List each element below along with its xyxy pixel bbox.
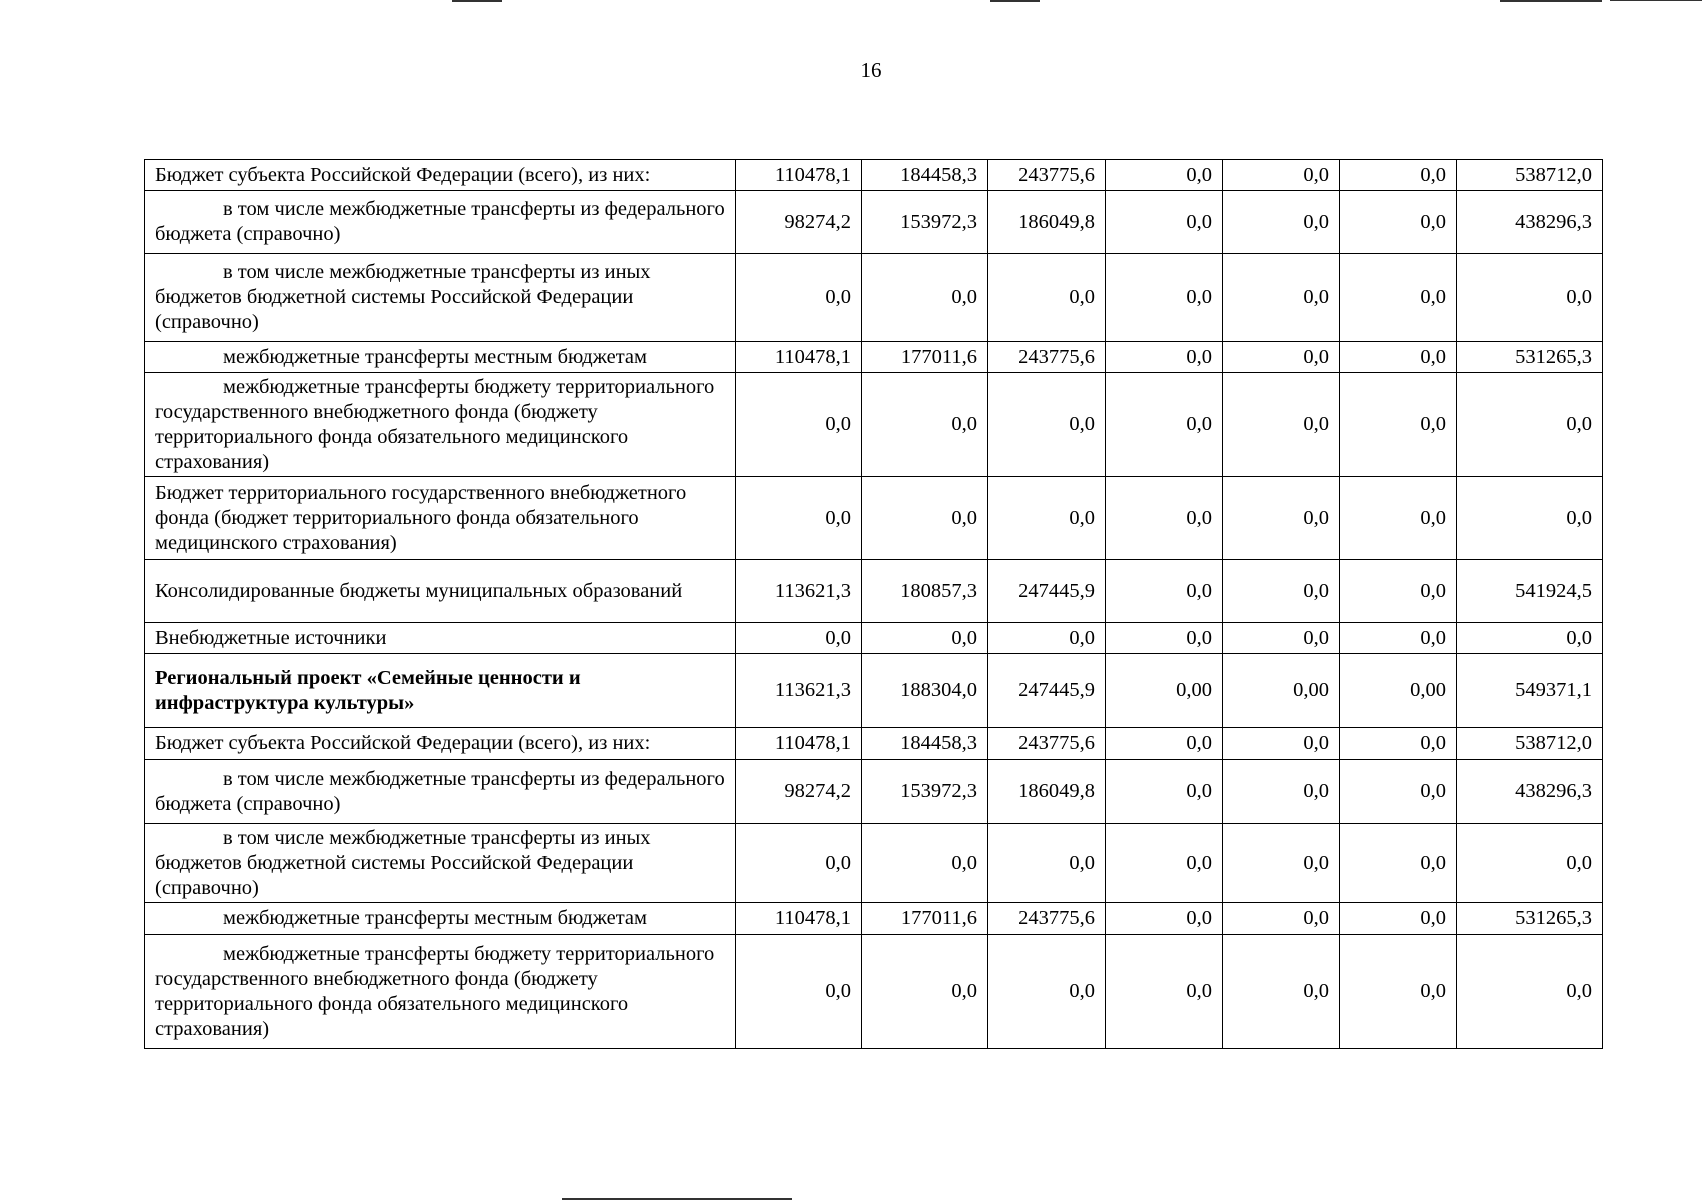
row-value: 0,0 <box>1223 477 1340 560</box>
row-value: 0,0 <box>1340 824 1457 903</box>
row-value: 541924,5 <box>1457 560 1603 623</box>
row-value: 0,0 <box>862 623 988 654</box>
row-value: 0,0 <box>1340 760 1457 824</box>
row-value: 0,0 <box>1106 373 1223 477</box>
table-row <box>145 477 1603 560</box>
row-value: 0,0 <box>1223 824 1340 903</box>
row-value: 0,0 <box>1106 824 1223 903</box>
row-value: 177011,6 <box>862 903 988 935</box>
row-value: 0,0 <box>1340 160 1457 191</box>
row-value: 0,0 <box>1223 160 1340 191</box>
row-value: 0,0 <box>988 477 1106 560</box>
row-value: 0,0 <box>736 623 862 654</box>
row-label: межбюджетные трансферты местным бюджетам <box>223 345 648 368</box>
row-label: в том числе межбюджетные трансферты из иных бюджетов бюджетной системы Российской Федерации (справочно) <box>155 261 651 333</box>
row-value: 0,0 <box>1340 903 1457 935</box>
row-value: 0,0 <box>988 824 1106 903</box>
scan-mark <box>1500 0 1602 2</box>
row-value: 0,0 <box>1106 935 1223 1049</box>
row-value: 0,0 <box>1106 254 1223 342</box>
table-row <box>145 373 1603 477</box>
row-value: 0,0 <box>1340 373 1457 477</box>
row-value: 113621,3 <box>736 560 862 623</box>
row-label: Региональный проект «Семейные ценности и инфраструктура культуры» <box>145 654 736 728</box>
row-value: 0,0 <box>1340 560 1457 623</box>
row-label: межбюджетные трансферты местным бюджетам <box>223 907 648 929</box>
row-value: 0,00 <box>1106 654 1223 728</box>
row-value: 110478,1 <box>736 160 862 191</box>
row-label: межбюджетные трансферты бюджету территориального государственного внебюджетного фонда (бюджету территориального фонда обязательного медицинского страхования) <box>155 942 715 1040</box>
row-value: 0,0 <box>1223 728 1340 760</box>
row-value: 0,0 <box>1223 342 1340 373</box>
table-row <box>145 760 1603 824</box>
row-value: 177011,6 <box>862 342 988 373</box>
row-value: 243775,6 <box>988 728 1106 760</box>
row-value: 438296,3 <box>1457 760 1603 824</box>
row-value: 0,0 <box>1340 342 1457 373</box>
page-number: 16 <box>860 58 882 82</box>
row-value: 0,0 <box>736 824 862 903</box>
table-row <box>145 254 1603 342</box>
table-row <box>145 160 1603 191</box>
row-value: 0,0 <box>862 935 988 1049</box>
row-value: 438296,3 <box>1457 191 1603 254</box>
row-value: 531265,3 <box>1457 342 1603 373</box>
budget-table <box>144 159 1603 1049</box>
row-value: 538712,0 <box>1457 728 1603 760</box>
row-value: 0,0 <box>736 254 862 342</box>
row-value: 0,0 <box>1106 728 1223 760</box>
table-row <box>145 342 1603 373</box>
row-value: 0,0 <box>1223 254 1340 342</box>
row-label: Бюджет территориального государственного внебюджетного фонда (бюджет территориального фонда обязательного медицинского страхования) <box>145 477 736 560</box>
row-value: 0,0 <box>1223 903 1340 935</box>
row-value: 0,0 <box>1340 191 1457 254</box>
row-value: 0,0 <box>1106 160 1223 191</box>
row-value: 180857,3 <box>862 560 988 623</box>
row-value: 0,0 <box>1340 935 1457 1049</box>
row-value: 0,0 <box>1457 824 1603 903</box>
table-row <box>145 623 1603 654</box>
row-value: 110478,1 <box>736 728 862 760</box>
row-value: 0,0 <box>1106 760 1223 824</box>
row-value: 0,0 <box>1223 760 1340 824</box>
row-value: 0,0 <box>736 477 862 560</box>
row-value: 184458,3 <box>862 160 988 191</box>
table-row <box>145 191 1603 254</box>
row-value: 98274,2 <box>736 760 862 824</box>
row-value: 243775,6 <box>988 903 1106 935</box>
row-value: 186049,8 <box>988 760 1106 824</box>
row-label: в том числе межбюджетные трансферты из федерального бюджета (справочно) <box>155 198 725 245</box>
row-value: 153972,3 <box>862 760 988 824</box>
row-value: 0,0 <box>1106 560 1223 623</box>
scan-mark <box>452 0 502 2</box>
row-value: 247445,9 <box>988 560 1106 623</box>
row-value: 0,0 <box>1223 560 1340 623</box>
row-value: 153972,3 <box>862 191 988 254</box>
row-label: Консолидированные бюджеты муниципальных образований <box>145 560 736 623</box>
row-value: 0,0 <box>1223 935 1340 1049</box>
row-value: 0,0 <box>736 935 862 1049</box>
row-value: 0,0 <box>1106 623 1223 654</box>
row-label: Внебюджетные источники <box>145 623 736 654</box>
row-value: 243775,6 <box>988 160 1106 191</box>
table-row <box>145 903 1603 935</box>
row-value: 0,0 <box>1223 191 1340 254</box>
row-value: 0,0 <box>736 373 862 477</box>
row-value: 0,0 <box>1106 903 1223 935</box>
row-label: Бюджет субъекта Российской Федерации (всего), из них: <box>145 728 736 760</box>
row-value: 0,00 <box>1340 654 1457 728</box>
row-value: 110478,1 <box>736 903 862 935</box>
row-value: 0,0 <box>1223 623 1340 654</box>
row-value: 247445,9 <box>988 654 1106 728</box>
scan-mark <box>990 0 1040 2</box>
row-value: 0,0 <box>1223 373 1340 477</box>
row-value: 0,0 <box>988 254 1106 342</box>
table-row <box>145 824 1603 903</box>
row-value: 0,0 <box>988 935 1106 1049</box>
row-value: 0,0 <box>1340 477 1457 560</box>
table-row <box>145 728 1603 760</box>
row-value: 0,0 <box>1340 254 1457 342</box>
table-row <box>145 654 1603 728</box>
row-label: Бюджет субъекта Российской Федерации (всего), из них: <box>145 160 736 191</box>
row-value: 0,00 <box>1223 654 1340 728</box>
row-value: 0,0 <box>1340 623 1457 654</box>
row-label: в том числе межбюджетные трансферты из иных бюджетов бюджетной системы Российской Федерации (справочно) <box>155 826 651 899</box>
row-value: 0,0 <box>862 824 988 903</box>
row-value: 0,0 <box>862 373 988 477</box>
row-value: 188304,0 <box>862 654 988 728</box>
row-value: 184458,3 <box>862 728 988 760</box>
row-value: 98274,2 <box>736 191 862 254</box>
row-value: 549371,1 <box>1457 654 1603 728</box>
row-value: 0,0 <box>862 477 988 560</box>
row-value: 0,0 <box>1340 728 1457 760</box>
row-value: 110478,1 <box>736 342 862 373</box>
table-row <box>145 935 1603 1049</box>
row-value: 0,0 <box>1106 342 1223 373</box>
row-label: межбюджетные трансферты бюджету территориального государственного внебюджетного фонда (бюджету территориального фонда обязательного медицинского страхования) <box>155 375 715 473</box>
row-value: 0,0 <box>1457 254 1603 342</box>
row-value: 113621,3 <box>736 654 862 728</box>
row-value: 538712,0 <box>1457 160 1603 191</box>
row-value: 531265,3 <box>1457 903 1603 935</box>
row-value: 0,0 <box>1457 935 1603 1049</box>
row-value: 0,0 <box>1106 191 1223 254</box>
row-value: 0,0 <box>988 623 1106 654</box>
row-value: 0,0 <box>1457 623 1603 654</box>
row-value: 186049,8 <box>988 191 1106 254</box>
row-value: 0,0 <box>1106 477 1223 560</box>
row-value: 0,0 <box>862 254 988 342</box>
table-row <box>145 560 1603 623</box>
row-value: 0,0 <box>1457 373 1603 477</box>
row-value: 0,0 <box>1457 477 1603 560</box>
row-value: 243775,6 <box>988 342 1106 373</box>
row-value: 0,0 <box>988 373 1106 477</box>
scan-mark <box>1610 0 1702 1</box>
row-label: в том числе межбюджетные трансферты из федерального бюджета (справочно) <box>155 767 725 815</box>
